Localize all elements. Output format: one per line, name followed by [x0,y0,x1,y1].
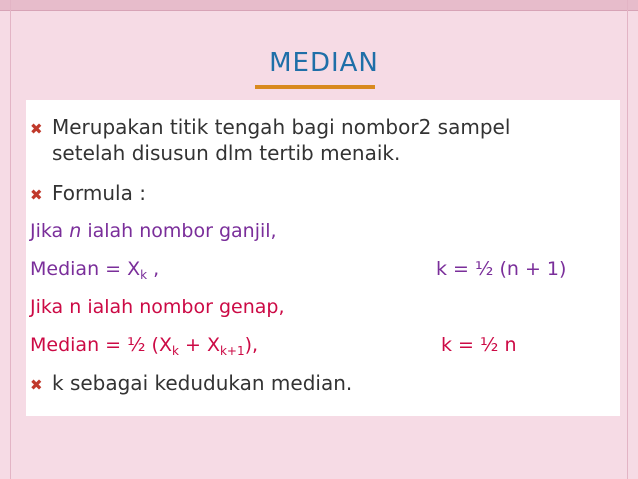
x-bullet-icon: ✖ [30,376,43,394]
even-k-formula: k = ½ n [441,334,517,356]
bullet-1-line-1 [30,117,510,137]
title-underline [255,85,375,89]
bullet-2-text: Formula : [52,181,146,205]
even-median-formula [30,334,259,358]
bullet-2 [30,183,146,203]
even-condition: Jika n ialah nombor genap, [30,296,285,318]
odd-condition [30,222,277,241]
odd-median-prefix: Median = X [30,258,141,280]
even-median-suffix: ), [244,334,259,356]
bullet-1-line-2: setelah disusun dlm tertib menaik. [52,141,401,165]
slide-title: MEDIAN [269,48,379,78]
x-bullet-icon: ✖ [30,186,43,204]
even-median-sub2: k+1 [219,344,245,358]
top-band-line [0,10,638,11]
odd-cond-suffix: ialah nombor ganjil, [81,220,277,242]
odd-cond-n: n [69,220,82,242]
odd-median-formula [30,258,160,282]
odd-median-suffix: , [147,258,160,280]
bullet-3 [30,373,352,393]
even-median-prefix: Median = ½ (X [30,334,172,356]
odd-cond-prefix: Jika [30,220,70,242]
top-band [0,0,638,10]
even-median-sub1: k [172,344,179,358]
x-bullet-icon: ✖ [30,120,43,138]
even-median-mid: + X [178,334,220,356]
bullet-1-text: Merupakan titik tengah bagi nombor2 sampel [52,115,511,139]
bullet-3-text: k sebagai kedudukan median. [52,371,353,395]
odd-k-formula: k = ½ (n + 1) [436,258,567,280]
odd-median-sub: k [140,268,148,282]
